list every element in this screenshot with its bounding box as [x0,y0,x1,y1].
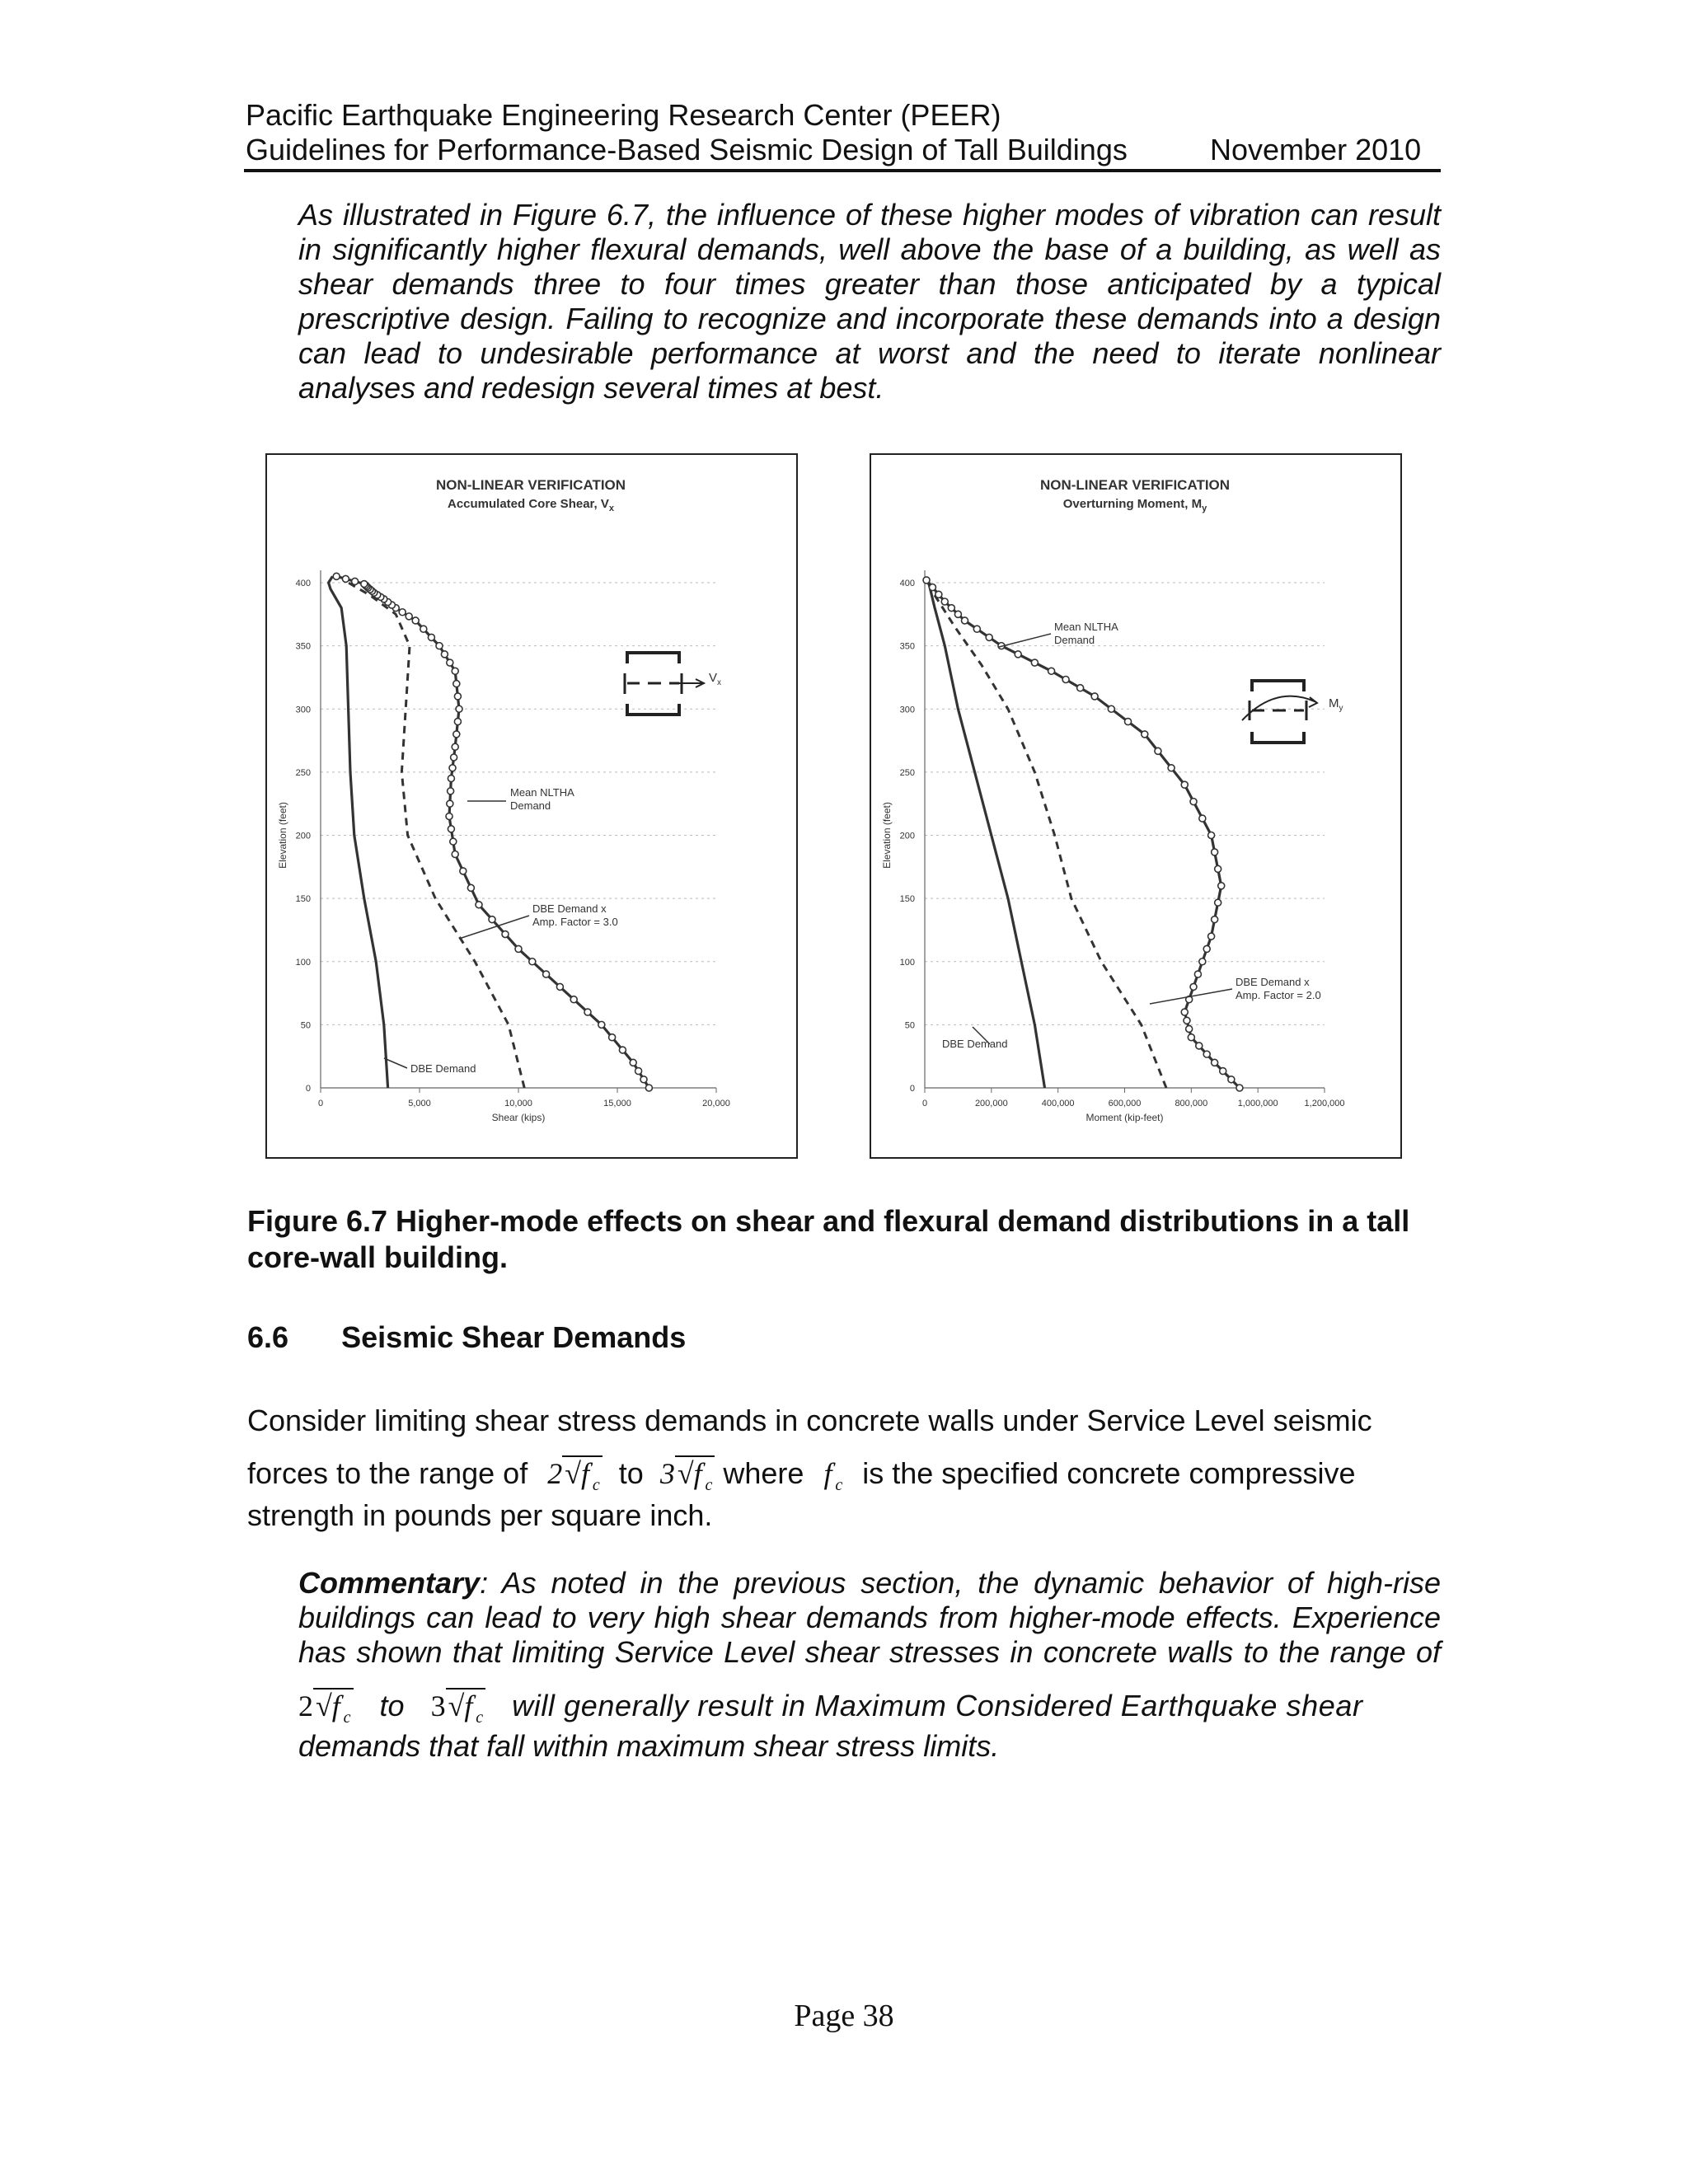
y-tick-label: 350 [899,641,915,652]
data-point [489,916,495,923]
data-point [1212,849,1218,855]
data-point [1194,971,1201,977]
y-tick-label: 400 [899,579,915,588]
data-point [543,971,550,977]
data-point [1077,685,1084,691]
data-point [352,578,359,584]
ann-dbe-amp-line1: DBE Demand x [1236,976,1310,988]
y-tick-label: 300 [295,705,311,715]
header-rule [244,169,1441,172]
data-point [452,668,458,674]
intro-paragraph: As illustrated in Figure 6.7, the influence of these higher modes of vibration can result in significantly higher flexural demands, well above the base of a building, as well as shear demands three to four times greater than those anticipated by a typical prescriptive design. Failing to recognize and incorporate these demands into a design can lead to undesirable performance at worst and the need to iterate nonlinear analyses and redesign several times at best. [298,198,1441,405]
y-tick-label: 100 [899,957,915,968]
series-line [926,580,1240,1088]
data-point [454,719,461,725]
data-point [529,958,536,965]
commentary-line5: demands that fall within maximum shear stress limits. [298,1729,1000,1763]
data-point [1212,916,1218,923]
section-heading [247,1320,686,1355]
x-tick-label: 0 [317,1099,324,1108]
section-line2-a: forces to the range of [247,1456,528,1490]
data-point [448,788,454,794]
data-point [1196,1043,1203,1049]
y-tick-label: 150 [899,894,915,905]
x-tick-label: 20,000 [702,1099,730,1108]
data-point [619,1047,626,1053]
data-point [630,1059,636,1066]
data-point [452,851,458,857]
data-point [962,617,968,624]
data-point [1031,659,1038,666]
data-point [515,945,522,952]
section-title: Seismic Shear Demands [341,1320,687,1354]
data-point [476,902,482,908]
data-point [1062,676,1069,682]
x-tick-label: 5,000 [408,1099,431,1108]
data-point [1203,1051,1210,1057]
section-line1: Consider limiting shear stress demands in concrete walls under Service Level seismic [247,1404,1372,1437]
data-point [436,643,443,649]
expr-fc: $f'_c$ [823,1457,843,1495]
y-tick-label: 0 [909,1084,915,1094]
chart-title: NON-LINEAR VERIFICATION [1039,477,1231,493]
data-point [948,605,954,612]
commentary-line4-text: will generally result in Maximum Considered Earthquake shear [512,1689,1363,1722]
data-point [1190,983,1197,990]
data-point [1212,1059,1218,1066]
y-tick-label: 200 [899,831,915,841]
series-line [928,580,1045,1088]
data-point [1220,1068,1226,1075]
x-tick-label: 400,000 [1041,1099,1075,1108]
x-tick-label: 10,000 [504,1099,532,1108]
data-point [412,617,419,624]
ann-mean-line2: Demand [510,799,551,812]
x-tick-label: 600,000 [1108,1099,1142,1108]
data-point [453,681,460,687]
moment-chart [871,455,1400,1157]
word-to: to [379,1689,405,1722]
data-point [1155,748,1161,754]
data-point [1199,815,1206,822]
data-point [954,611,961,617]
y-tick-label: 50 [300,1020,311,1031]
y-axis-label: Elevation (feet) [881,802,893,869]
y-tick-label: 300 [899,705,915,715]
data-point [1199,958,1206,965]
data-point [923,577,930,583]
ann-mean-line1: Mean NLTHA [1054,621,1118,633]
data-point [420,626,427,632]
y-tick-label: 0 [305,1084,311,1094]
data-point [1215,865,1221,872]
ann-dbe-amp-line1: DBE Demand x [532,902,607,915]
ann-dbe-amp-line2: Amp. Factor = 2.0 [1236,989,1321,1001]
data-point [570,996,577,1003]
diagram-label: $V_x$ [709,671,722,687]
commentary-label: Commentary [298,1566,481,1600]
x-axis-label: Moment (kip-feet) [1085,1112,1164,1123]
data-point [1208,832,1215,839]
data-point [598,1021,605,1028]
y-tick-label: 200 [295,831,311,841]
data-point [1181,1009,1188,1015]
data-point [452,743,458,750]
y-tick-label: 250 [295,767,311,778]
data-point [640,1076,647,1083]
data-point [1142,731,1148,738]
data-point [609,1034,616,1041]
data-point [460,868,467,874]
annotation-leaders [973,634,1232,1044]
data-point [450,838,457,845]
y-tick-label: 150 [295,894,311,905]
data-point [1203,945,1210,952]
figure-caption: Figure 6.7 Higher-mode effects on shear and flexural demand distributions in a tall core-wall building. [247,1204,1410,1274]
data-point [342,575,349,582]
data-point [446,813,452,820]
data-point [1228,1076,1235,1083]
x-tick-label: 15,000 [603,1099,631,1108]
data-point [467,884,474,891]
ann-mean-line1: Mean NLTHA [510,786,574,799]
ann-dbe-line1: DBE Demand [942,1038,1008,1050]
data-point [1218,883,1225,889]
data-point [451,754,457,761]
data-point [1236,1085,1243,1091]
data-point [449,765,456,771]
ann-mean-line2: Demand [1054,634,1095,646]
data-point [447,659,453,666]
x-tick-label: 200,000 [974,1099,1008,1108]
data-point [941,598,948,605]
data-point [447,800,453,807]
data-point [584,1009,591,1015]
data-point [645,1085,652,1091]
data-point [1091,693,1098,700]
data-point [1215,899,1221,906]
section-number: 6.6 [247,1320,289,1354]
y-tick-label: 350 [295,641,311,652]
data-point [1125,719,1132,725]
data-point [1168,765,1175,771]
data-point [635,1068,642,1075]
section-line2 [247,1451,1356,1502]
data-point [333,573,340,579]
header-org: Pacific Earthquake Engineering Research Center (PEER) [246,98,1001,132]
figure-moment-panel [870,453,1402,1159]
data-point [1048,668,1055,674]
x-axis-label: Shear (kips) [491,1112,546,1123]
core-wall-diagram-icon [1242,681,1317,743]
header-date: November 2010 [1210,133,1422,166]
data-point [1186,1025,1193,1032]
section-line3: strength in pounds per square inch. [247,1498,713,1532]
series-line [329,576,388,1088]
data-point [929,584,935,591]
data-point [973,626,980,632]
y-tick-label: 50 [904,1020,915,1031]
data-point [448,776,454,782]
x-tick-label: 0 [921,1099,928,1108]
data-point [1108,705,1114,712]
y-tick-label: 100 [295,957,311,968]
data-point [454,693,461,700]
data-point [502,931,509,938]
header-title: Guidelines for Performance-Based Seismic Design of Tall Buildings [246,133,1128,166]
figure-shear-panel [265,453,798,1159]
data-point [399,609,406,616]
ann-dbe-amp-line2: Amp. Factor = 3.0 [532,916,618,928]
chart-title: NON-LINEAR VERIFICATION [435,477,626,493]
data-point [935,591,942,598]
expr-2-sqrt-fc: $2√f'_c$ [547,1457,603,1490]
commentary-line1: Commentary: As noted in the previous section, the dynamic behavior of high-rise [298,1566,1441,1600]
commentary-line2: buildings can lead to very high shear demands from higher-mode effects. Experience [298,1601,1441,1634]
data-point [1015,651,1021,658]
data-point [556,983,563,990]
data-point [1190,799,1197,805]
y-tick-label: 250 [899,767,915,778]
data-point [448,826,454,832]
x-tick-label: 1,200,000 [1304,1099,1345,1108]
y-tick-label: 400 [295,579,311,588]
data-point [1188,1034,1194,1041]
expr-2-sqrt-fc: $2√f'_c$ [298,1688,354,1722]
data-point [406,613,412,620]
word-to: to [618,1456,644,1490]
chart-subtitle: Overturning Moment, $M_y$ [1062,497,1207,513]
section-line2-c: is the specified concrete compressive [862,1456,1356,1490]
series-line [926,580,1166,1088]
data-point [1184,1017,1190,1024]
data-point [986,634,992,640]
data-point [453,731,460,738]
commentary-line3: has shown that limiting Service Level shear stresses in concrete walls to the range of [298,1635,1441,1669]
commentary-line4 [298,1683,1441,1735]
word-where: where [723,1456,804,1490]
page-number: Page 38 [794,1999,894,2033]
data-point [428,634,434,640]
core-wall-diagram-icon [625,653,704,715]
ann-dbe-line1: DBE Demand [410,1062,476,1075]
data-point [441,651,448,658]
shear-chart [267,455,796,1157]
x-tick-label: 800,000 [1175,1099,1208,1108]
expr-3-sqrt-fc: $3√f'_c$ [431,1690,486,1722]
diagram-label: $M_y$ [1329,696,1343,713]
data-point [1208,933,1215,940]
expr-3-sqrt-fc: $3√f'_c$ [660,1457,715,1490]
data-point [1181,781,1188,788]
x-tick-label: 1,000,000 [1237,1099,1278,1108]
y-axis-label: Elevation (feet) [277,802,288,869]
chart-subtitle: Accumulated Core Shear, $V_x$ [447,497,615,513]
data-point [361,581,368,588]
data-point [456,705,462,712]
